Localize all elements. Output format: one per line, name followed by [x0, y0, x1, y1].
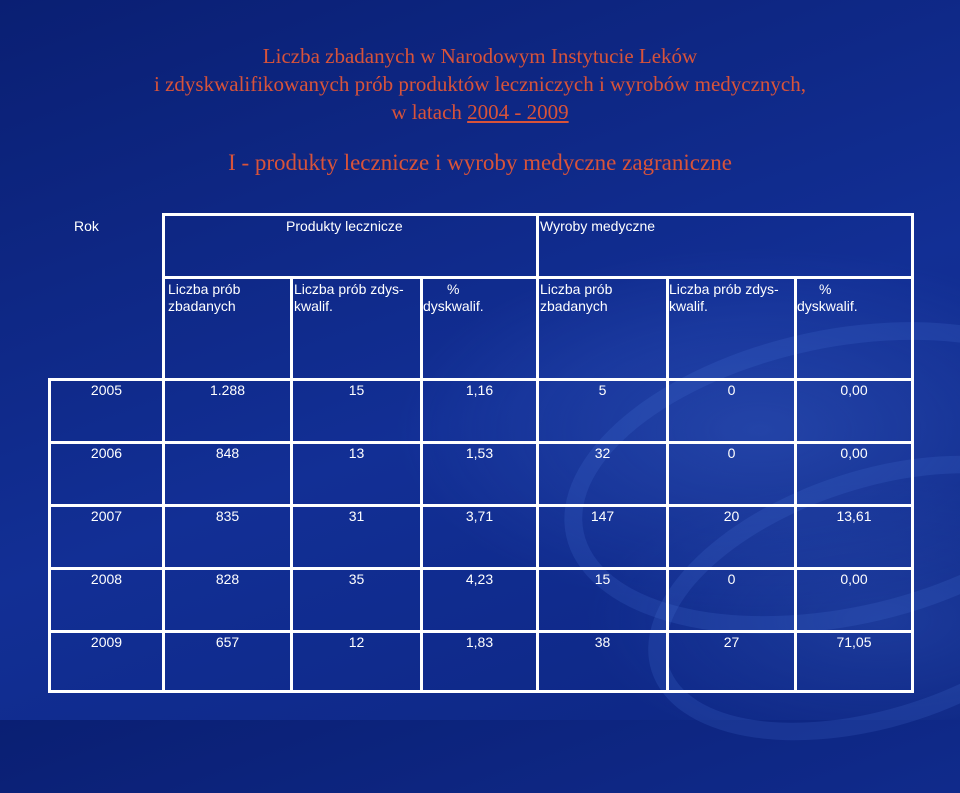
- cell-p-tested: 1.288: [209, 382, 246, 398]
- subheader-d-pct-line2: dyskwalif.: [797, 298, 858, 314]
- header-wyroby-medyczne: Wyroby medyczne: [540, 218, 656, 234]
- title-line-2: i zdyskwalifikowanych prób produktów leczniczych i wyrobów medycznych,: [154, 72, 806, 96]
- subheader-d-disq: [669, 281, 779, 315]
- header-produkty-lecznicze: Produkty lecznicze: [286, 218, 403, 234]
- subheader-p-tested: [168, 281, 240, 315]
- cell-p-disq: 13: [348, 445, 365, 461]
- subheader-d-tested-line1: Liczba prób: [540, 281, 613, 297]
- subheader-p-disq-line2: kwalif.: [294, 298, 333, 314]
- cell-d-disq: 0: [727, 382, 736, 398]
- cell-d-tested: 5: [598, 382, 607, 398]
- title-line-3-prefix: w latach: [391, 100, 468, 124]
- cell-d-disq: 20: [723, 508, 740, 524]
- subheader-p-tested-line2: zbadanych: [168, 298, 236, 314]
- cell-d-disq: 27: [723, 634, 740, 650]
- grid-line: [420, 276, 423, 693]
- cell-p-pct: 4,23: [465, 571, 494, 587]
- cell-d-tested: 38: [594, 634, 611, 650]
- subheader-d-tested-line2: zbadanych: [540, 298, 608, 314]
- grid-line: [290, 276, 293, 693]
- subheader-p-disq-line1: Liczba prób zdys-: [294, 281, 404, 297]
- grid-line: [162, 213, 914, 216]
- subheader-d-pct: [797, 281, 858, 315]
- subheader-p-disq: [294, 281, 404, 315]
- cell-p-disq: 12: [348, 634, 365, 650]
- cell-p-tested: 657: [215, 634, 240, 650]
- title-years: 2004 - 2009: [467, 100, 569, 124]
- cell-p-pct: 1,53: [465, 445, 494, 461]
- cell-p-pct: 1,16: [465, 382, 494, 398]
- header-rok: Rok: [74, 218, 99, 234]
- cell-d-disq: 0: [727, 571, 736, 587]
- cell-p-tested: 848: [215, 445, 240, 461]
- cell-d-tested: 147: [590, 508, 615, 524]
- cell-d-tested: 15: [594, 571, 611, 587]
- subheader-d-pct-line1: %: [819, 281, 832, 297]
- title-line-1: Liczba zbadanych w Narodowym Instytucie Leków: [262, 44, 698, 68]
- subheader-p-pct-line1: %: [447, 281, 460, 297]
- cell-p-disq: 15: [348, 382, 365, 398]
- cell-year: 2009: [90, 634, 123, 650]
- title-line-3: [0, 98, 960, 126]
- cell-year: 2005: [90, 382, 123, 398]
- slide-title: [0, 42, 960, 126]
- cell-year: 2006: [90, 445, 123, 461]
- cell-d-pct: 0,00: [840, 571, 868, 587]
- slide-subtitle: I - produkty lecznicze i wyroby medyczne zagraniczne: [228, 150, 732, 175]
- cell-d-pct: 0,00: [840, 382, 868, 398]
- subheader-d-disq-line1: Liczba prób zdys-: [669, 281, 779, 297]
- subheader-p-pct: [423, 281, 484, 315]
- grid-line: [162, 276, 914, 279]
- cell-year: 2007: [90, 508, 123, 524]
- cell-year: 2008: [90, 571, 123, 587]
- cell-d-pct: 13,61: [836, 508, 872, 524]
- cell-p-pct: 1,83: [465, 634, 494, 650]
- cell-p-tested: 835: [215, 508, 240, 524]
- subheader-p-tested-line1: Liczba prób: [168, 281, 241, 297]
- cell-d-disq: 0: [727, 445, 736, 461]
- subheader-d-disq-line2: kwalif.: [669, 298, 708, 314]
- cell-p-tested: 828: [215, 571, 240, 587]
- cell-d-pct: 71,05: [836, 634, 872, 650]
- cell-d-pct: 0,00: [840, 445, 868, 461]
- subheader-p-pct-line2: dyskwalif.: [423, 298, 484, 314]
- cell-p-pct: 3,71: [465, 508, 494, 524]
- cell-p-disq: 31: [348, 508, 365, 524]
- subheader-d-tested: [540, 281, 612, 315]
- cell-d-tested: 32: [594, 445, 611, 461]
- cell-p-disq: 35: [348, 571, 365, 587]
